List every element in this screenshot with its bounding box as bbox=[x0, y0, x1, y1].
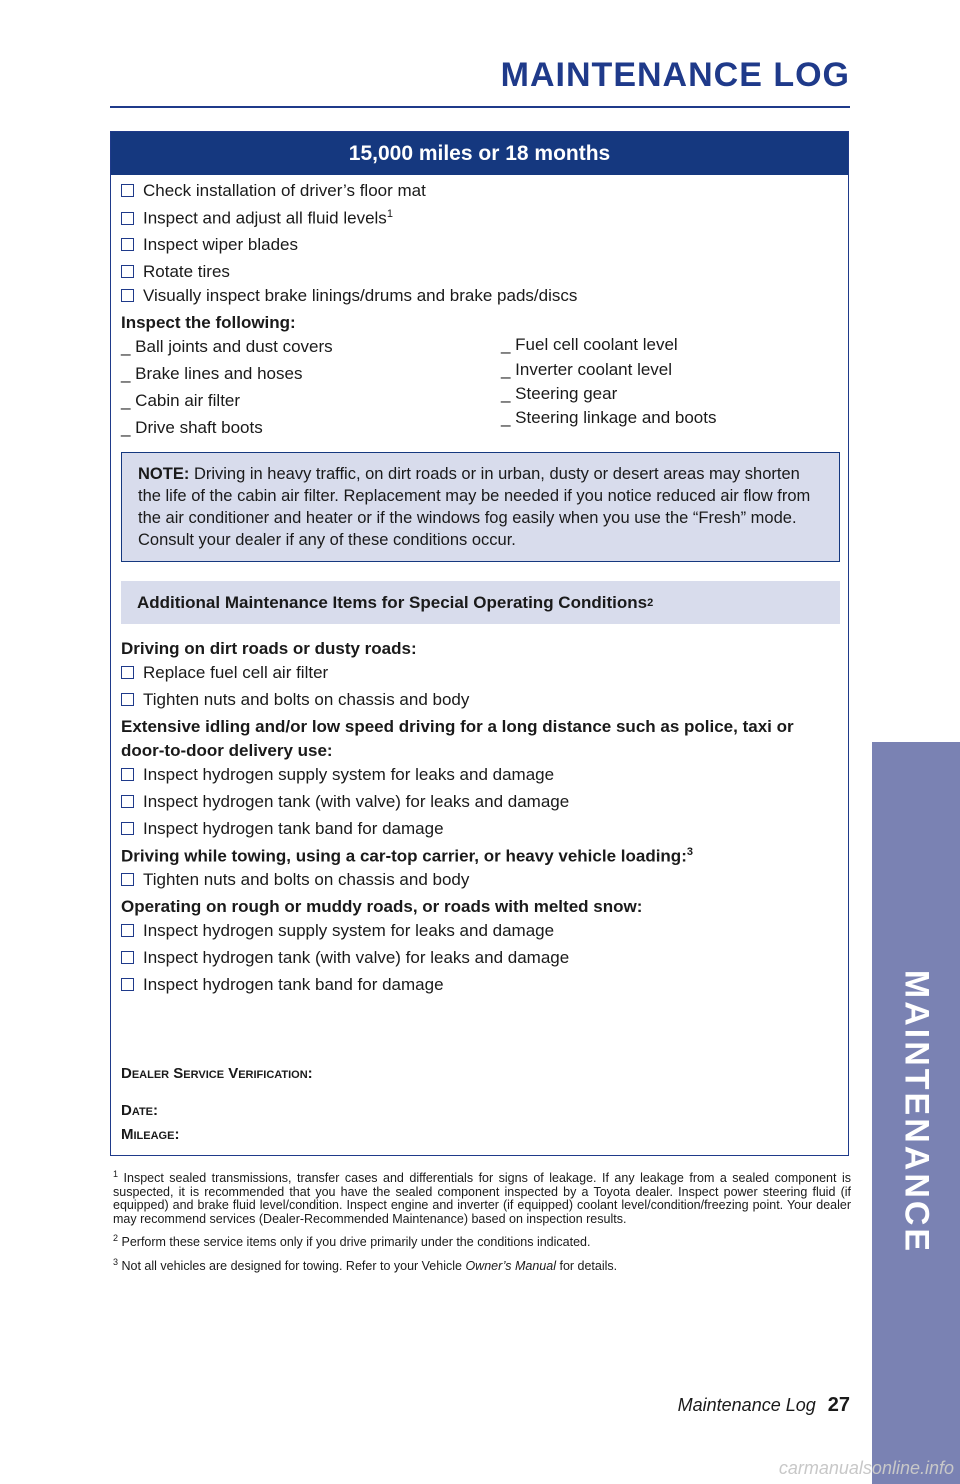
check-item[interactable]: Tighten nuts and bolts on chassis and body bbox=[121, 870, 469, 890]
checkbox[interactable] bbox=[121, 289, 134, 302]
check-item[interactable]: Tighten nuts and bolts on chassis and body bbox=[121, 690, 469, 710]
inspect-item: _ Drive shaft boots bbox=[121, 418, 263, 437]
inspect-item: _ Cabin air filter bbox=[121, 391, 241, 410]
footnotes bbox=[113, 1168, 851, 1279]
checkbox[interactable] bbox=[121, 822, 134, 835]
watermark: carmanualsonline.info bbox=[778, 1458, 954, 1478]
page-number: 27 bbox=[827, 1394, 850, 1416]
check-item[interactable]: Inspect hydrogen supply system for leaks and damage bbox=[121, 765, 554, 785]
page-footer bbox=[678, 1394, 850, 1417]
check-item[interactable]: Inspect hydrogen tank band for damage bbox=[121, 819, 444, 839]
note-box bbox=[121, 452, 840, 562]
checkbox[interactable] bbox=[121, 693, 134, 706]
checkbox[interactable] bbox=[121, 924, 134, 937]
footnote-1: $^1$ Inspect sealed transmissions, transfer cases and differentials for signs of leakage. If any leakage from a sealed component is suspected, it is recommended that you have the sealed component inspected by a Toyota dealer. Inspect power steering fluid (if equipped) and brake fluid level/condition. Inspect engine and inverter (if equipped) coolant level/condition/freezing point. Your dealer may recommend services (Dealer-Recommended Maintenance) based on inspection results. bbox=[113, 1169, 851, 1226]
checkbox[interactable] bbox=[121, 666, 134, 679]
title-divider bbox=[110, 106, 850, 108]
inspect-item: _ Brake lines and hoses bbox=[121, 364, 303, 383]
checkbox[interactable] bbox=[121, 978, 134, 991]
check-item-floor-mat[interactable]: Check installation of driver’s floor mat bbox=[121, 181, 426, 201]
condition-heading-dirt-roads: Driving on dirt roads or dusty roads: bbox=[121, 639, 417, 658]
footnote-2: $^2$ Perform these service items only if you drive primarily under the conditions indicated. bbox=[113, 1233, 591, 1250]
dealer-verification-label: Dealer Service Verification: bbox=[121, 1065, 313, 1082]
inspect-heading: Inspect the following: bbox=[121, 313, 296, 332]
inspect-item: _ Steering gear bbox=[501, 384, 618, 403]
condition-heading-rough-roads: Operating on rough or muddy roads, or roads with melted snow: bbox=[121, 897, 643, 916]
checkbox[interactable] bbox=[121, 212, 134, 225]
note-label: NOTE: bbox=[138, 465, 190, 483]
page-title: MAINTENANCE LOG bbox=[500, 56, 850, 94]
checkbox[interactable] bbox=[121, 795, 134, 808]
check-item[interactable]: Inspect hydrogen supply system for leaks and damage bbox=[121, 921, 554, 941]
checkbox[interactable] bbox=[121, 184, 134, 197]
check-item[interactable]: Inspect hydrogen tank (with valve) for leaks and damage bbox=[121, 792, 569, 812]
condition-heading-idling-cont: door-to-door delivery use: bbox=[121, 741, 333, 760]
check-item-wiper-blades[interactable]: Inspect wiper blades bbox=[121, 235, 298, 255]
check-item[interactable]: Inspect hydrogen tank band for damage bbox=[121, 975, 444, 995]
mileage-label: Mileage: bbox=[121, 1126, 180, 1143]
inspect-item: _ Inverter coolant level bbox=[501, 360, 673, 379]
checkbox[interactable] bbox=[121, 265, 134, 278]
interval-title: 15,000 miles or 18 months bbox=[111, 132, 848, 175]
additional-items-heading: Additional Maintenance Items for Special Operating Conditions 2 bbox=[121, 581, 840, 624]
check-item[interactable]: Replace fuel cell air filter bbox=[121, 663, 328, 683]
footnote-3: $^3$ Not all vehicles are designed for towing. Refer to your Vehicle Owner’s Manual for details. bbox=[113, 1256, 618, 1273]
checkbox[interactable] bbox=[121, 238, 134, 251]
check-item-rotate-tires[interactable]: Rotate tires bbox=[121, 262, 230, 282]
checkbox[interactable] bbox=[121, 873, 134, 886]
condition-heading-idling: Extensive idling and/or low speed driving for a long distance such as police, taxi or bbox=[121, 717, 794, 736]
date-label: Date: bbox=[121, 1102, 159, 1119]
section-side-tab-label: MAINTENANCE bbox=[897, 969, 936, 1255]
checkbox[interactable] bbox=[121, 951, 134, 964]
checkbox[interactable] bbox=[121, 768, 134, 781]
check-item[interactable]: Inspect hydrogen tank (with valve) for leaks and damage bbox=[121, 948, 569, 968]
inspect-item: _ Fuel cell coolant level bbox=[501, 335, 678, 354]
note-text: Driving in heavy traffic, on dirt roads or in urban, dusty or desert areas may shorten the life of the cabin air filter. Replacement may be needed if you notice reduced air flow from the air conditioner and heater or if the windows fog easily when you use the “Fresh” mode. Consult your dealer if any of these conditions occur. bbox=[138, 465, 811, 549]
check-item-fluid-levels[interactable]: Inspect and adjust all fluid levels$^1$ bbox=[121, 208, 393, 229]
check-item-brakes[interactable]: Visually inspect brake linings/drums and brake pads/discs bbox=[121, 286, 577, 306]
maintenance-interval-box bbox=[110, 131, 849, 1156]
inspect-item: _ Steering linkage and boots bbox=[501, 408, 717, 427]
condition-heading-towing: Driving while towing, using a car-top carrier, or heavy vehicle loading:$^3$ bbox=[121, 846, 693, 866]
footer-section-name: Maintenance Log bbox=[677, 1395, 816, 1415]
inspect-item: _ Ball joints and dust covers bbox=[121, 337, 333, 356]
